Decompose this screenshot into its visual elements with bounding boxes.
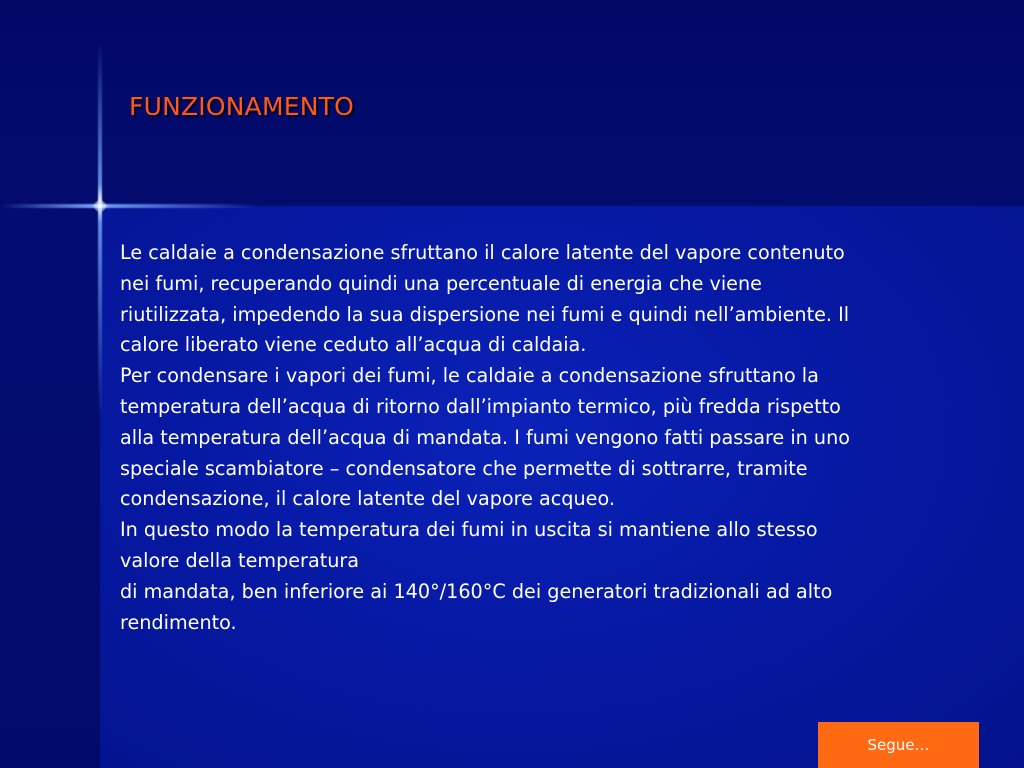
slide-body-text xyxy=(120,238,1020,638)
body-line: condensazione, il calore latente del vapore acqueo. xyxy=(120,487,615,511)
body-line: temperatura dell’acqua di ritorno dall’impianto termico, più fredda rispetto xyxy=(120,394,841,418)
body-line: valore della temperatura xyxy=(120,548,360,572)
body-line: alla temperatura dell’acqua di mandata. I fumi vengono fatti passare in uno xyxy=(120,425,850,449)
slide-title: FUNZIONAMENTO xyxy=(129,92,354,121)
light-flare-horizontal xyxy=(0,204,260,208)
body-line: speciale scambiatore – condensatore che permette di sottrarre, tramite xyxy=(120,456,808,480)
body-line: rendimento. xyxy=(120,610,237,634)
body-line: nei fumi, recuperando quindi una percentuale di energia che viene xyxy=(120,271,762,295)
light-flare-vertical xyxy=(98,40,102,420)
body-line: calore liberato viene ceduto all’acqua di caldaia. xyxy=(120,333,587,357)
body-line: riutilizzata, impedendo la sua dispersione nei fumi e quindi nell’ambiente. Il xyxy=(120,302,850,326)
body-line: Le caldaie a condensazione sfruttano il calore latente del vapore contenuto xyxy=(120,241,845,264)
body-line: di mandata, ben inferiore ai 140°/160°C dei generatori tradizionali ad alto xyxy=(120,579,833,603)
slide-background-left xyxy=(0,206,100,768)
body-line: In questo modo la temperatura dei fumi in uscita si mantiene allo stesso xyxy=(120,518,818,542)
body-line: Per condensare i vapori dei fumi, le caldaie a condensazione sfruttano la xyxy=(120,364,819,388)
light-flare-core xyxy=(94,200,106,212)
next-slide-button[interactable]: Segue… xyxy=(818,722,979,768)
